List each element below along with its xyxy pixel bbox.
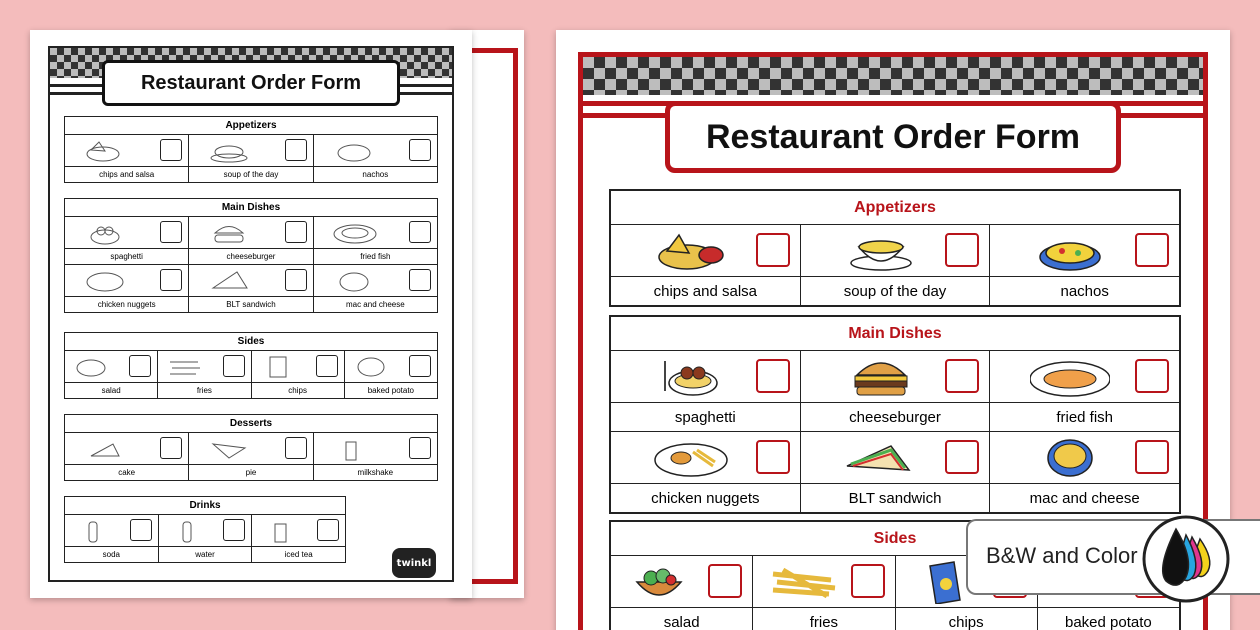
item-label: fried fish (1056, 408, 1114, 426)
order-checkbox[interactable] (945, 233, 979, 267)
spaghetti-icon (83, 220, 129, 246)
nachos-icon (1030, 229, 1110, 273)
bw-and-color-badge (966, 519, 1260, 595)
item-label: chips and salsa (99, 170, 155, 179)
item-label: chips (288, 386, 307, 395)
salad-icon (627, 560, 707, 604)
order-checkbox[interactable] (708, 564, 742, 598)
order-checkbox[interactable] (409, 437, 431, 459)
item-label: BLT sandwich (848, 489, 942, 507)
chicken-nuggets-icon (651, 436, 731, 480)
item-cell (990, 225, 1179, 305)
item-label: spaghetti (674, 408, 736, 426)
order-checkbox[interactable] (316, 355, 338, 377)
section-title: Main Dishes (611, 317, 1179, 351)
order-checkbox[interactable] (130, 519, 152, 541)
bw-worksheet (30, 30, 472, 598)
item-label: soup of the day (223, 170, 279, 179)
item-label: cake (118, 468, 136, 477)
item-label: chicken nuggets (651, 489, 760, 507)
item-label: baked potato (367, 386, 414, 395)
order-checkbox[interactable] (160, 437, 182, 459)
cake-icon (83, 436, 129, 462)
order-checkbox[interactable] (317, 519, 339, 541)
spaghetti-icon (651, 355, 731, 399)
order-checkbox[interactable] (409, 269, 431, 291)
order-checkbox[interactable] (1135, 359, 1169, 393)
item-row (65, 217, 437, 265)
item-cell (65, 135, 189, 182)
salad-icon (71, 354, 117, 380)
soup-icon (841, 229, 921, 273)
color-title: Restaurant Order Form (665, 101, 1121, 173)
order-checkbox[interactable] (129, 355, 151, 377)
order-checkbox[interactable] (409, 355, 431, 377)
soup-icon (207, 138, 253, 164)
section-title: Main Dishes (65, 199, 437, 217)
order-checkbox[interactable] (223, 355, 245, 377)
item-cell (314, 265, 437, 312)
pie-icon (207, 436, 253, 462)
item-row (611, 225, 1179, 305)
cheeseburger-icon (841, 355, 921, 399)
water-bottle-icon (179, 518, 225, 544)
color-section-main-dishes (609, 315, 1181, 514)
chicken-nuggets-icon (83, 268, 129, 294)
item-cell (801, 351, 991, 431)
item-cell (801, 432, 991, 512)
item-cell (990, 432, 1179, 512)
item-label: water (195, 550, 215, 559)
item-label: milkshake (357, 468, 394, 477)
item-label: pie (245, 468, 257, 477)
order-checkbox[interactable] (756, 359, 790, 393)
section-title: Sides (65, 333, 437, 351)
item-cell (252, 515, 345, 562)
item-label: cheeseburger (226, 252, 276, 261)
item-label: mac and cheese (1029, 489, 1140, 507)
color-section-appetizers (609, 189, 1181, 307)
ink-drops-icon (1142, 515, 1230, 603)
item-label: fried fish (360, 252, 391, 261)
fried-fish-icon (1030, 355, 1110, 399)
baked-potato-icon (351, 354, 397, 380)
item-cell (990, 351, 1179, 431)
item-cell (65, 433, 189, 480)
chips-salsa-icon (83, 138, 129, 164)
item-cell (65, 217, 189, 264)
order-checkbox[interactable] (160, 269, 182, 291)
blt-sandwich-icon (207, 268, 253, 294)
order-checkbox[interactable] (160, 139, 182, 161)
item-label: soup of the day (843, 282, 947, 300)
item-row (65, 351, 437, 398)
item-cell (65, 515, 159, 562)
item-label: fries (196, 386, 212, 395)
item-label: chips and salsa (653, 282, 758, 300)
item-cell (189, 433, 313, 480)
section-title: Appetizers (611, 191, 1179, 225)
item-cell (158, 351, 251, 398)
fries-icon (164, 354, 210, 380)
item-row (611, 432, 1179, 512)
item-label: cheeseburger (849, 408, 941, 426)
item-cell (189, 135, 313, 182)
item-cell (345, 351, 437, 398)
item-cell (189, 217, 313, 264)
item-cell (314, 433, 437, 480)
section-title: Desserts (65, 415, 437, 433)
order-checkbox[interactable] (409, 221, 431, 243)
order-checkbox[interactable] (1135, 440, 1169, 474)
item-cell (611, 351, 801, 431)
item-label: fries (809, 613, 839, 630)
bw-section-desserts (64, 414, 438, 481)
item-cell (314, 135, 437, 182)
item-label: nachos (362, 170, 389, 179)
item-label: baked potato (1065, 613, 1152, 630)
fries-icon (769, 560, 849, 604)
order-checkbox[interactable] (223, 519, 245, 541)
item-label: chips (948, 613, 984, 630)
item-row (611, 351, 1179, 432)
order-checkbox[interactable] (756, 440, 790, 474)
item-row (65, 515, 345, 562)
item-label: BLT sandwich (226, 300, 276, 309)
order-checkbox[interactable] (945, 440, 979, 474)
order-checkbox[interactable] (160, 221, 182, 243)
section-title: Drinks (65, 497, 345, 515)
item-row (65, 135, 437, 182)
item-label: chicken nuggets (97, 300, 156, 309)
order-checkbox[interactable] (409, 139, 431, 161)
iced-tea-icon (272, 518, 318, 544)
item-label: salad (663, 613, 700, 630)
item-cell (65, 265, 189, 312)
bw-section-sides (64, 332, 438, 399)
order-checkbox[interactable] (945, 359, 979, 393)
item-cell (753, 556, 895, 630)
bw-section-drinks (64, 496, 346, 563)
item-cell (611, 225, 801, 305)
item-label: salad (101, 386, 121, 395)
item-cell (801, 225, 991, 305)
section-title: Appetizers (65, 117, 437, 135)
order-checkbox[interactable] (285, 269, 307, 291)
order-checkbox[interactable] (285, 437, 307, 459)
item-label: iced tea (284, 550, 313, 559)
item-cell (65, 351, 158, 398)
order-checkbox[interactable] (1135, 233, 1169, 267)
cheeseburger-icon (207, 220, 253, 246)
chips-salsa-icon (651, 229, 731, 273)
badge-label: B&W and Color (986, 543, 1138, 568)
item-cell (189, 265, 313, 312)
nachos-icon (332, 138, 378, 164)
bw-title: Restaurant Order Form (102, 60, 400, 106)
mac-and-cheese-icon (1030, 436, 1110, 480)
section-title: Sides (611, 522, 1179, 556)
item-row (65, 433, 437, 480)
color-checker-band (583, 57, 1203, 95)
milkshake-icon (342, 436, 388, 462)
item-label: mac and cheese (345, 300, 405, 309)
item-cell (611, 556, 753, 630)
item-label: spaghetti (110, 252, 143, 261)
bw-section-appetizers (64, 116, 438, 183)
item-cell (252, 351, 345, 398)
item-label: nachos (1060, 282, 1109, 300)
item-label: soda (102, 550, 121, 559)
order-checkbox[interactable] (285, 221, 307, 243)
bw-inner-border (48, 46, 454, 582)
twinkl-logo: twinkl (392, 548, 436, 578)
bw-section-main-dishes (64, 198, 438, 313)
order-checkbox[interactable] (851, 564, 885, 598)
soda-bottle-icon (85, 518, 131, 544)
item-cell (611, 432, 801, 512)
order-checkbox[interactable] (285, 139, 307, 161)
chips-bag-icon (258, 354, 304, 380)
item-row (65, 265, 437, 312)
order-checkbox[interactable] (756, 233, 790, 267)
mac-and-cheese-icon (332, 268, 378, 294)
fried-fish-icon (332, 220, 378, 246)
blt-sandwich-icon (841, 436, 921, 480)
item-cell (314, 217, 437, 264)
item-cell (159, 515, 253, 562)
